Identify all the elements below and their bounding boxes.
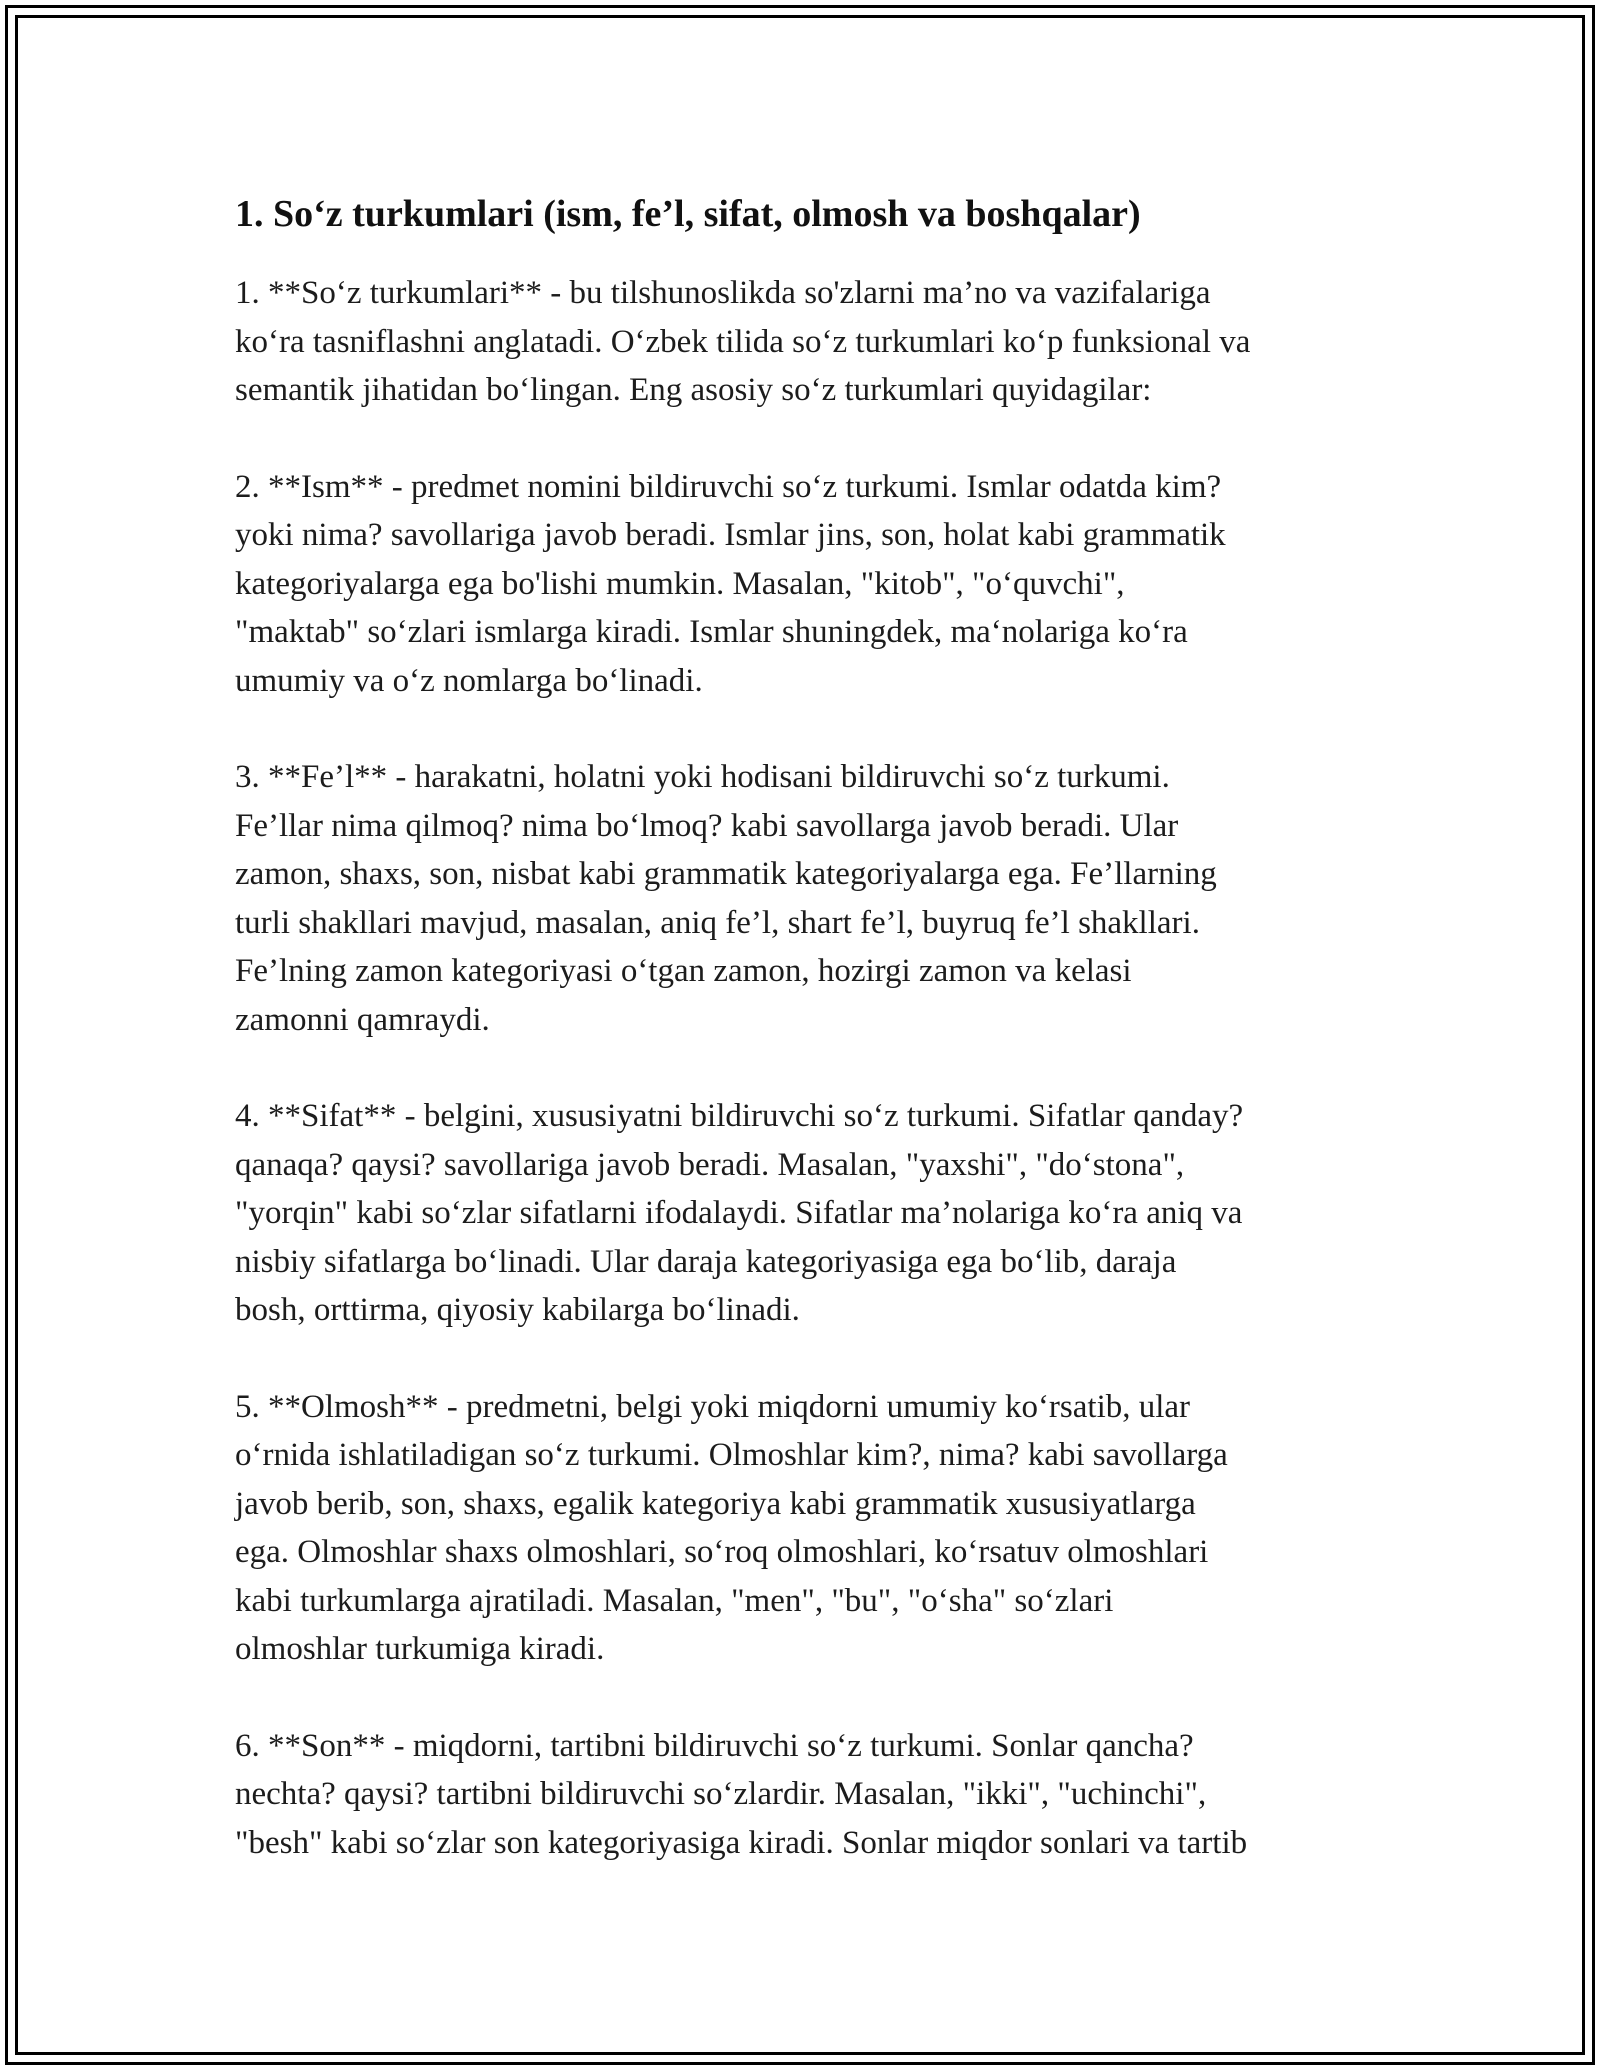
text-line: Fe’llar nima qilmoq? nima bo‘lmoq? kabi savollarga javob beradi. Ular [235,807,1179,844]
paragraph-olmosh [235,1383,1385,1674]
text-line: zamonni qamraydi. [235,1001,490,1038]
text-line: zamon, shaxs, son, nisbat kabi grammatik kategoriyalarga ega. Fe’llarning [235,856,1217,892]
text-line: semantik jihatidan bo‘lingan. Eng asosiy so‘z turkumlari quyidagilar: [235,372,1152,408]
text-line: ega. Olmoshlar shaxs olmoshlari, so‘roq olmoshlari, ko‘rsatuv olmoshlari [235,1534,1209,1570]
paragraph-ism [235,463,1385,706]
paragraph-sifat [235,1092,1385,1335]
text-line: o‘rnida ishlatiladigan so‘z turkumi. Olmoshlar kim?, nima? kabi savollarga [235,1437,1228,1473]
text-line: 3. **Fe’l** - harakatni, holatni yoki hodisani bildiruvchi so‘z turkumi. [235,759,1170,795]
text-line: olmoshlar turkumiga kiradi. [235,1631,605,1667]
text-line: "yorqin" kabi so‘zlar sifatlarni ifodalaydi. Sifatlar ma’nolariga ko‘ra aniq va [235,1195,1243,1231]
text-line: 2. **Ism** - predmet nomini bildiruvchi so‘z turkumi. Ismlar odatda kim? [235,468,1222,505]
paragraph-son [235,1722,1385,1868]
paragraph-list [235,269,1385,1867]
document-body [235,185,1385,1867]
text-line: kategoriyalarga ega bo'lishi mumkin. Masalan, "kitob", "o‘quvchi", [235,565,1125,602]
text-line: nisbiy sifatlarga bo‘linadi. Ular daraja kategoriyasiga ega bo‘lib, daraja [235,1243,1177,1280]
text-line: nechta? qaysi? tartibni bildiruvchi so‘zlardir. Masalan, "ikki", "uchinchi", [235,1776,1207,1812]
text-line: kabi turkumlarga ajratiladi. Masalan, "men", "bu", "o‘sha" so‘zlari [235,1582,1114,1619]
text-line: 4. **Sifat** - belgini, xususiyatni bildiruvchi so‘z turkumi. Sifatlar qanday? [235,1098,1244,1134]
text-line: "maktab" so‘zlari ismlarga kiradi. Ismlar shuningdek, ma‘nolariga ko‘ra [235,614,1188,650]
text-line: bosh, orttirma, qiyosiy kabilarga bo‘linadi. [235,1292,800,1328]
text-line: qanaqa? qaysi? savollariga javob beradi. Masalan, "yaxshi", "do‘stona", [235,1146,1185,1183]
text-line: turli shakllari mavjud, masalan, aniq fe’l, shart fe’l, buyruq fe’l shakllari. [235,904,1200,941]
text-line: 6. **Son** - miqdorni, tartibni bildiruvchi so‘z turkumi. Sonlar qancha? [235,1727,1194,1764]
text-line: javob berib, son, shaxs, egalik kategoriya kabi grammatik xususiyatlarga [235,1485,1196,1522]
paragraph-intro [235,269,1385,415]
text-line: 5. **Olmosh** - predmetni, belgi yoki miqdorni umumiy ko‘rsatib, ular [235,1388,1191,1425]
section-heading: 1. So‘z turkumlari (ism, fe’l, sifat, olmosh va boshqalar) [235,193,1141,235]
paragraph-fel [235,753,1385,1044]
text-line: Fe’lning zamon kategoriyasi o‘tgan zamon, hozirgi zamon va kelasi [235,953,1132,989]
text-line: umumiy va o‘z nomlarga bo‘linadi. [235,662,703,699]
text-line: ko‘ra tasniflashni anglatadi. O‘zbek tilida so‘z turkumlari ko‘p funksional va [235,323,1251,360]
text-line: 1. **So‘z turkumlari** - bu tilshunoslikda so'zlarni ma’no va vazifalariga [235,275,1211,311]
text-line: "besh" kabi so‘zlar son kategoriyasiga kiradi. Sonlar miqdor sonlari va tartib [235,1824,1248,1861]
text-line: yoki nima? savollariga javob beradi. Ismlar jins, son, holat kabi grammatik [235,517,1226,553]
